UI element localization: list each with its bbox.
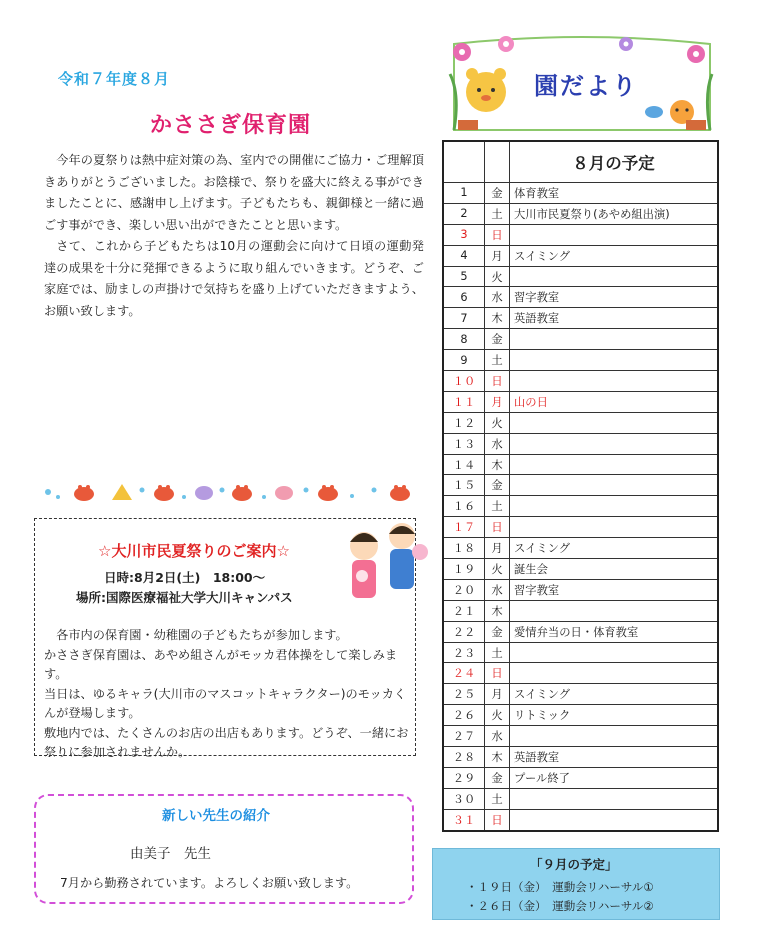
crab-icon <box>74 485 94 501</box>
bear-character-icon <box>466 68 506 112</box>
schedule-row <box>443 475 718 496</box>
schedule-title: ８月の予定 <box>510 141 719 183</box>
event-cell <box>510 642 719 663</box>
weekday-cell: 木 <box>485 454 510 475</box>
weekday-cell: 水 <box>485 579 510 600</box>
schedule-header-row <box>443 141 718 183</box>
event-cell <box>510 433 719 454</box>
yukata-children-illustration <box>338 514 430 606</box>
day-cell: １２ <box>443 412 485 433</box>
schedule-row <box>443 266 718 287</box>
schedule-row <box>443 517 718 538</box>
schedule-body <box>443 183 718 831</box>
event-cell: プール終了 <box>510 767 719 788</box>
day-cell: ２３ <box>443 642 485 663</box>
crab-icon <box>318 485 338 501</box>
event-cell: 愛情弁当の日・体育教室 <box>510 621 719 642</box>
weekday-cell: 木 <box>485 600 510 621</box>
event-cell <box>510 726 719 747</box>
crab-icon <box>390 485 410 501</box>
event-cell: スイミング <box>510 684 719 705</box>
day-cell: 3 <box>443 224 485 245</box>
event-cell: 誕生会 <box>510 559 719 580</box>
weekday-cell: 土 <box>485 496 510 517</box>
weekday-cell: 木 <box>485 747 510 768</box>
festival-line: 各市内の保育園・幼稚園の子どもたちが参加します。 <box>44 628 348 642</box>
festival-line: 当日は、ゆるキャラ(大川市のマスコットキャラクター)のモッカくんが登場します。 <box>44 686 407 720</box>
new-teacher-name: 由美子 先生 <box>130 846 211 862</box>
event-cell <box>510 329 719 350</box>
weekday-cell: 日 <box>485 663 510 684</box>
day-cell: ２４ <box>443 663 485 684</box>
day-cell: ３１ <box>443 809 485 830</box>
weekday-cell: 火 <box>485 559 510 580</box>
schedule-row <box>443 245 718 266</box>
festival-body <box>44 626 414 763</box>
weekday-cell: 月 <box>485 538 510 559</box>
day-cell: １１ <box>443 391 485 412</box>
weekday-cell: 月 <box>485 391 510 412</box>
issue-date: 令和７年度８月 <box>58 70 171 88</box>
flower-icon <box>453 43 471 61</box>
day-cell: １８ <box>443 538 485 559</box>
sea-creatures-divider <box>38 478 418 506</box>
weekday-cell: 火 <box>485 412 510 433</box>
schedule-row <box>443 705 718 726</box>
event-cell <box>510 350 719 371</box>
conch-icon <box>195 486 213 500</box>
weekday-cell: 木 <box>485 308 510 329</box>
schedule-row <box>443 287 718 308</box>
day-cell: １６ <box>443 496 485 517</box>
day-cell: ２１ <box>443 600 485 621</box>
weekday-cell: 月 <box>485 684 510 705</box>
weekday-cell: 水 <box>485 726 510 747</box>
weekday-cell: 土 <box>485 642 510 663</box>
event-cell <box>510 454 719 475</box>
september-plan-item: ・１９日（金） 運動会リハーサル① <box>466 880 654 894</box>
festival-date: 日時:8月2日(土) 18:00～ <box>104 570 266 585</box>
schedule-row <box>443 433 718 454</box>
event-cell <box>510 371 719 392</box>
weekday-cell: 日 <box>485 371 510 392</box>
schedule-row <box>443 621 718 642</box>
intro-text <box>44 150 424 322</box>
event-cell <box>510 809 719 830</box>
weekday-cell: 金 <box>485 767 510 788</box>
day-cell: １９ <box>443 559 485 580</box>
schedule-row <box>443 224 718 245</box>
weekday-cell: 水 <box>485 433 510 454</box>
schedule-row <box>443 559 718 580</box>
intro-paragraph: 今年の夏祭りは熱中症対策の為、室内での開催にご協力・ご理解頂きありがとうございました。お陰様で、祭りを盛大に終える事ができましたことに、感謝申し上げます。子どもたちも、親御様と一緒に過ごす事ができ、楽しい思い出ができたことと思います。 <box>44 153 424 232</box>
event-cell <box>510 600 719 621</box>
day-cell: ２２ <box>443 621 485 642</box>
bird-icon <box>645 106 663 118</box>
event-cell: 習字教室 <box>510 579 719 600</box>
festival-title: ☆大川市民夏祭りのご案内☆ <box>98 542 290 560</box>
flower-icon <box>619 37 633 51</box>
day-cell: ２７ <box>443 726 485 747</box>
september-plan-title: 「９月の予定」 <box>530 857 618 872</box>
schedule-row <box>443 371 718 392</box>
weekday-cell: 金 <box>485 621 510 642</box>
schedule-row <box>443 726 718 747</box>
schedule-row <box>443 538 718 559</box>
event-cell <box>510 475 719 496</box>
weekday-cell: 金 <box>485 329 510 350</box>
intro-paragraph: さて、これから子どもたちは10月の運動会に向けて日頃の運動発達の成果を十分に発揮できるように取り組んでいきます。どうぞ、ご家庭では、励ましの声掛けで気持ちを盛り上げていただきますよう、お願い致します。 <box>44 239 424 318</box>
schedule-row <box>443 600 718 621</box>
august-schedule-table <box>442 140 719 832</box>
day-cell: １４ <box>443 454 485 475</box>
schedule-row <box>443 391 718 412</box>
event-cell <box>510 224 719 245</box>
flower-icon <box>498 36 514 52</box>
day-cell: 8 <box>443 329 485 350</box>
schedule-row <box>443 747 718 768</box>
schedule-row <box>443 183 718 204</box>
schedule-row <box>443 767 718 788</box>
weekday-cell: 土 <box>485 350 510 371</box>
event-cell <box>510 788 719 809</box>
weekday-cell: 日 <box>485 809 510 830</box>
weekday-cell: 土 <box>485 203 510 224</box>
day-cell: １３ <box>443 433 485 454</box>
weekday-cell: 月 <box>485 245 510 266</box>
day-cell: 9 <box>443 350 485 371</box>
schedule-row <box>443 454 718 475</box>
day-cell: １０ <box>443 371 485 392</box>
schedule-row <box>443 788 718 809</box>
shell-icon <box>112 484 132 500</box>
crab-icon <box>154 485 174 501</box>
crab-icon <box>232 485 252 501</box>
event-cell <box>510 663 719 684</box>
new-teacher-title: 新しい先生の紹介 <box>162 808 270 824</box>
flower-icon <box>687 45 705 63</box>
schedule-row <box>443 412 718 433</box>
event-cell: 体育教室 <box>510 183 719 204</box>
weekday-cell: 火 <box>485 266 510 287</box>
schedule-row <box>443 496 718 517</box>
day-cell: 5 <box>443 266 485 287</box>
day-cell: １５ <box>443 475 485 496</box>
weekday-cell: 日 <box>485 517 510 538</box>
day-cell: ２９ <box>443 767 485 788</box>
header-day-cell <box>443 141 485 183</box>
header-weekday-cell <box>485 141 510 183</box>
weekday-cell: 日 <box>485 224 510 245</box>
weekday-cell: 金 <box>485 183 510 204</box>
day-cell: 4 <box>443 245 485 266</box>
schedule-row <box>443 809 718 830</box>
day-cell: 6 <box>443 287 485 308</box>
festival-line: 敷地内では、たくさんのお店の出店もあります。どうぞ、一緒にお祭りに参加されませんか。 <box>44 725 409 759</box>
september-plan-item: ・２６日（金） 運動会リハーサル② <box>466 899 654 913</box>
newsletter-title: 園だより <box>534 72 638 100</box>
schedule-row <box>443 350 718 371</box>
schedule-row <box>443 684 718 705</box>
schedule-row <box>443 329 718 350</box>
day-cell: 2 <box>443 203 485 224</box>
event-cell: 山の日 <box>510 391 719 412</box>
day-cell: ２８ <box>443 747 485 768</box>
schedule-row <box>443 203 718 224</box>
event-cell: リトミック <box>510 705 719 726</box>
schedule-row <box>443 308 718 329</box>
event-cell: 英語教室 <box>510 747 719 768</box>
weekday-cell: 金 <box>485 475 510 496</box>
schedule-row <box>443 642 718 663</box>
shell-icon <box>275 486 293 500</box>
event-cell <box>510 266 719 287</box>
event-cell: 英語教室 <box>510 308 719 329</box>
day-cell: 7 <box>443 308 485 329</box>
school-name: かささぎ保育園 <box>150 113 312 138</box>
day-cell: ３０ <box>443 788 485 809</box>
day-cell: ２０ <box>443 579 485 600</box>
event-cell: スイミング <box>510 245 719 266</box>
weekday-cell: 水 <box>485 287 510 308</box>
day-cell: １７ <box>443 517 485 538</box>
new-teacher-message: 7月から勤務されています。よろしくお願い致します。 <box>60 876 359 890</box>
festival-line: かささぎ保育園は、あやめ組さんがモッカ君体操をして楽しみます。 <box>44 647 398 681</box>
schedule-row <box>443 663 718 684</box>
event-cell: 習字教室 <box>510 287 719 308</box>
day-cell: ２６ <box>443 705 485 726</box>
day-cell: 1 <box>443 183 485 204</box>
day-cell: ２５ <box>443 684 485 705</box>
festival-place: 場所:国際医療福祉大学大川キャンパス <box>76 590 293 605</box>
weekday-cell: 火 <box>485 705 510 726</box>
event-cell <box>510 496 719 517</box>
event-cell <box>510 412 719 433</box>
weekday-cell: 土 <box>485 788 510 809</box>
schedule-row <box>443 579 718 600</box>
event-cell: スイミング <box>510 538 719 559</box>
event-cell <box>510 517 719 538</box>
event-cell: 大川市民夏祭り(あやめ組出演) <box>510 203 719 224</box>
